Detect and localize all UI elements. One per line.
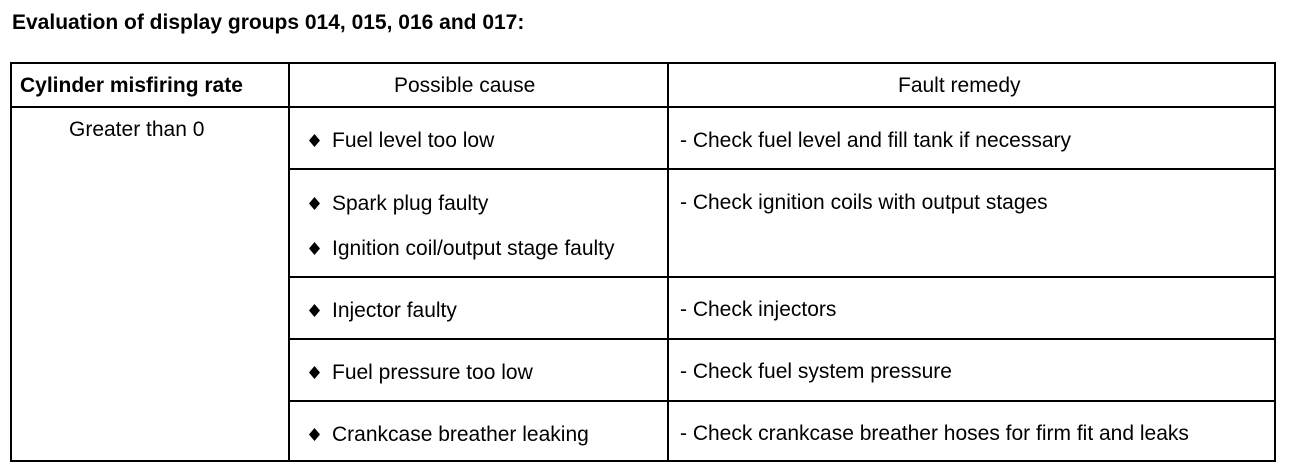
cause-label: Fuel pressure too low: [332, 361, 533, 384]
page-title: Evaluation of display groups 014, 015, 016 and 017:: [12, 11, 525, 34]
row-divider-4: [288, 400, 1274, 402]
header-divider-col1: [12, 106, 290, 108]
row-divider-2: [288, 276, 1274, 278]
header-fault-remedy: Fault remedy: [898, 74, 1021, 97]
cause-label: Spark plug faulty: [332, 192, 489, 215]
cause-item: [309, 191, 488, 217]
header-divider: [288, 106, 1274, 108]
remedy-text: - Check injectors: [680, 298, 837, 321]
diamond-bullet-icon: [309, 242, 320, 255]
cause-item: [309, 360, 533, 386]
cause-item: [309, 236, 615, 262]
row-divider-3: [288, 338, 1274, 340]
cause-item: [309, 422, 589, 448]
remedy-text: - Check crankcase breather hoses for firm fit and leaks: [680, 422, 1189, 445]
header-cylinder-misfiring-rate: Cylinder misfiring rate: [20, 74, 243, 97]
diamond-bullet-icon: [309, 134, 320, 147]
condition-value: Greater than 0: [69, 118, 205, 141]
cause-item: [309, 128, 494, 154]
remedy-text: - Check ignition coils with output stages: [680, 191, 1048, 214]
cause-label: Fuel level too low: [332, 129, 495, 152]
remedy-text: - Check fuel system pressure: [680, 360, 952, 383]
diamond-bullet-icon: [309, 304, 320, 317]
diamond-bullet-icon: [309, 197, 320, 210]
row-divider-1: [288, 168, 1274, 170]
diamond-bullet-icon: [309, 428, 320, 441]
cause-label: Injector faulty: [332, 299, 457, 322]
evaluation-table: [10, 62, 1276, 462]
cause-item: [309, 298, 457, 324]
cause-label: Ignition coil/output stage faulty: [332, 237, 615, 260]
diamond-bullet-icon: [309, 366, 320, 379]
header-possible-cause: Possible cause: [394, 74, 536, 97]
remedy-text: - Check fuel level and fill tank if necessary: [680, 129, 1072, 152]
cause-label: Crankcase breather leaking: [332, 423, 589, 446]
